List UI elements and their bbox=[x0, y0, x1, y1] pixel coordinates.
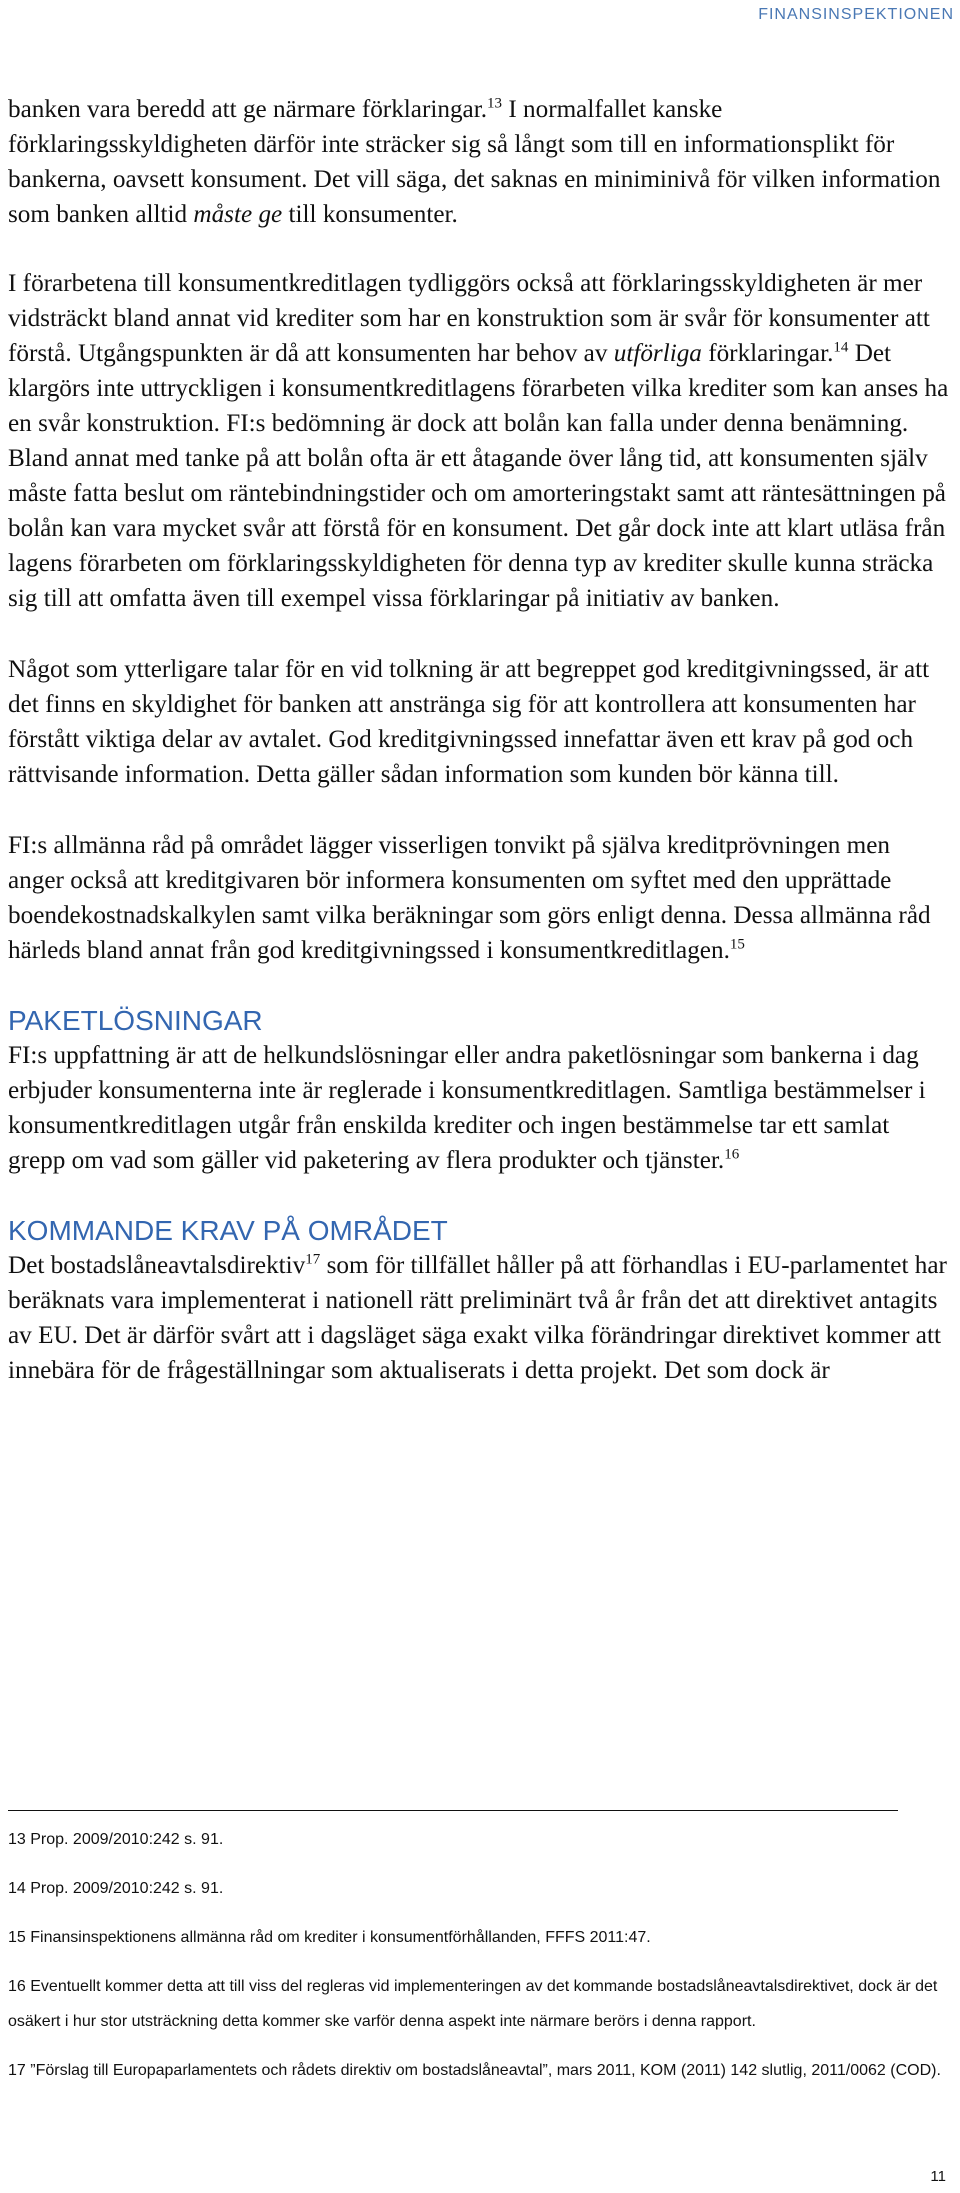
emphasis: måste ge bbox=[193, 201, 283, 228]
page-number: 11 bbox=[930, 2168, 946, 2185]
footnote-ref-16: 16 bbox=[724, 1146, 740, 1163]
text-run: förklaringar. bbox=[701, 340, 834, 367]
footnote-ref-13: 13 bbox=[487, 95, 503, 112]
paragraph-4 bbox=[8, 828, 950, 968]
footnote-ref-15: 15 bbox=[729, 936, 745, 953]
text-run: Det klargörs inte uttryckligen i konsumentkreditlagens förarbeten vilka krediter som kan anses ha en svår konstruktion. FI:s bedömning är dock att bolån kan falla under denna benämning. Bland annat med tanke på att bolån ofta är ett åtagande över lång tid, att konsumenten själv måste fatta beslut om räntebindningstider och om amorteringstakt samt att räntesättningen på bolån kan vara mycket svår att förstå för en konsument. Det går dock inte att klart utläsa från lagens förarbeten om förklaringsskyldigheten för denna typ av krediter skulle kunna sträcka sig till att omfatta även till exempel vissa förklaringar på initiativ av banken. bbox=[8, 340, 949, 612]
heading-kommande-krav: KOMMANDE KRAV PÅ OMRÅDET bbox=[8, 1215, 448, 1246]
text-run: som för tillfället håller på att förhandlas i EU-parlamentet har beräknats vara implementerat i nationell rätt preliminärt två år från det att direktivet antagits av EU. Det är därför svårt att i dagsläget säga exakt vilka förändringar direktivet kommer att innebära för de frågeställningar som aktualiserats i detta projekt. Det som dock är bbox=[8, 1252, 947, 1384]
footnote-13: 13 Prop. 2009/2010:242 s. 91. bbox=[8, 1831, 224, 1848]
document-header-org: FINANSINSPEKTIONEN bbox=[758, 6, 954, 23]
footnote-14: 14 Prop. 2009/2010:242 s. 91. bbox=[8, 1880, 224, 1897]
footnote-ref-17: 17 bbox=[305, 1251, 321, 1268]
text-run: Det bostadslåneavtalsdirektiv bbox=[8, 1252, 306, 1279]
paragraph-3: Något som ytterligare talar för en vid tolkning är att begreppet god kreditgivningssed, är att det finns en skyldighet för banken att anstränga sig för att kontrollera att konsumenten har förstått viktiga delar av avtalet. God kreditgivningssed innefattar även ett krav på god och rättvisande information. Detta gäller sådan information som kunden bör känna till. bbox=[8, 656, 930, 788]
paragraph-2 bbox=[8, 266, 950, 616]
text-run: banken vara beredd att ge närmare förklaringar. bbox=[8, 96, 488, 123]
heading-paketlosningar: PAKETLÖSNINGAR bbox=[8, 1005, 263, 1036]
text-run: I normalfallet kanske förklaringsskyldigheten därför inte sträcker sig så långt som till en informationsplikt för bankerna, oavsett konsument. Det vill säga, det saknas en miniminivå för vilken information som banken alltid bbox=[8, 96, 941, 228]
paragraph-6 bbox=[8, 1248, 950, 1388]
footnote-ref-14: 14 bbox=[833, 339, 849, 356]
footnote-divider bbox=[8, 1810, 898, 1811]
footnote-17: 17 ”Förslag till Europaparlamentets och rådets direktiv om bostadslåneavtal”, mars 2011, KOM (2011) 142 slutlig, 2011/0062 (COD). bbox=[8, 2062, 941, 2079]
paragraph-1 bbox=[8, 92, 950, 232]
footnote-15: 15 Finansinspektionens allmänna råd om krediter i konsumentförhållanden, FFFS 2011:47. bbox=[8, 1929, 651, 1946]
text-run: I förarbetena till konsumentkreditlagen tydliggörs också att förklaringsskyldigheten är mer vidsträckt bland annat vid krediter som har en konstruktion som är svår för konsumenter att förstå. Utgångspunkten är då att konsumenten har behov av bbox=[8, 270, 930, 367]
emphasis: utförliga bbox=[613, 340, 702, 367]
body-text bbox=[8, 92, 950, 1424]
text-run: till konsumenter. bbox=[282, 201, 458, 228]
footnotes bbox=[8, 1822, 948, 2102]
paragraph-5 bbox=[8, 1038, 950, 1178]
footnote-16: 16 Eventuellt kommer detta att till viss del regleras vid implementeringen av det kommande bostadslåneavtalsdirektivet, dock är det osäkert i hur stor utsträckning detta kommer ske varför denna aspekt inte närmare berörs i denna rapport. bbox=[8, 1978, 938, 2030]
text-run: FI:s uppfattning är att de helkundslösningar eller andra paketlösningar som bankerna i dag erbjuder konsumenterna inte är reglerade i konsumentkreditlagen. Samtliga bestämmelser i konsumentkreditlagen utgår från enskilda krediter och ingen bestämmelse tar ett samlat grepp om vad som gäller vid paketering av flera produkter och tjänster. bbox=[8, 1042, 926, 1174]
text-run: FI:s allmänna råd på området lägger visserligen tonvikt på själva kreditprövningen men anger också att kreditgivaren bör informera konsumenten om syftet med den upprättade boendekostnadskalkylen samt vilka beräkningar som görs enligt denna. Dessa allmänna råd härleds bland annat från god kreditgivningssed i konsumentkreditlagen. bbox=[8, 832, 931, 964]
